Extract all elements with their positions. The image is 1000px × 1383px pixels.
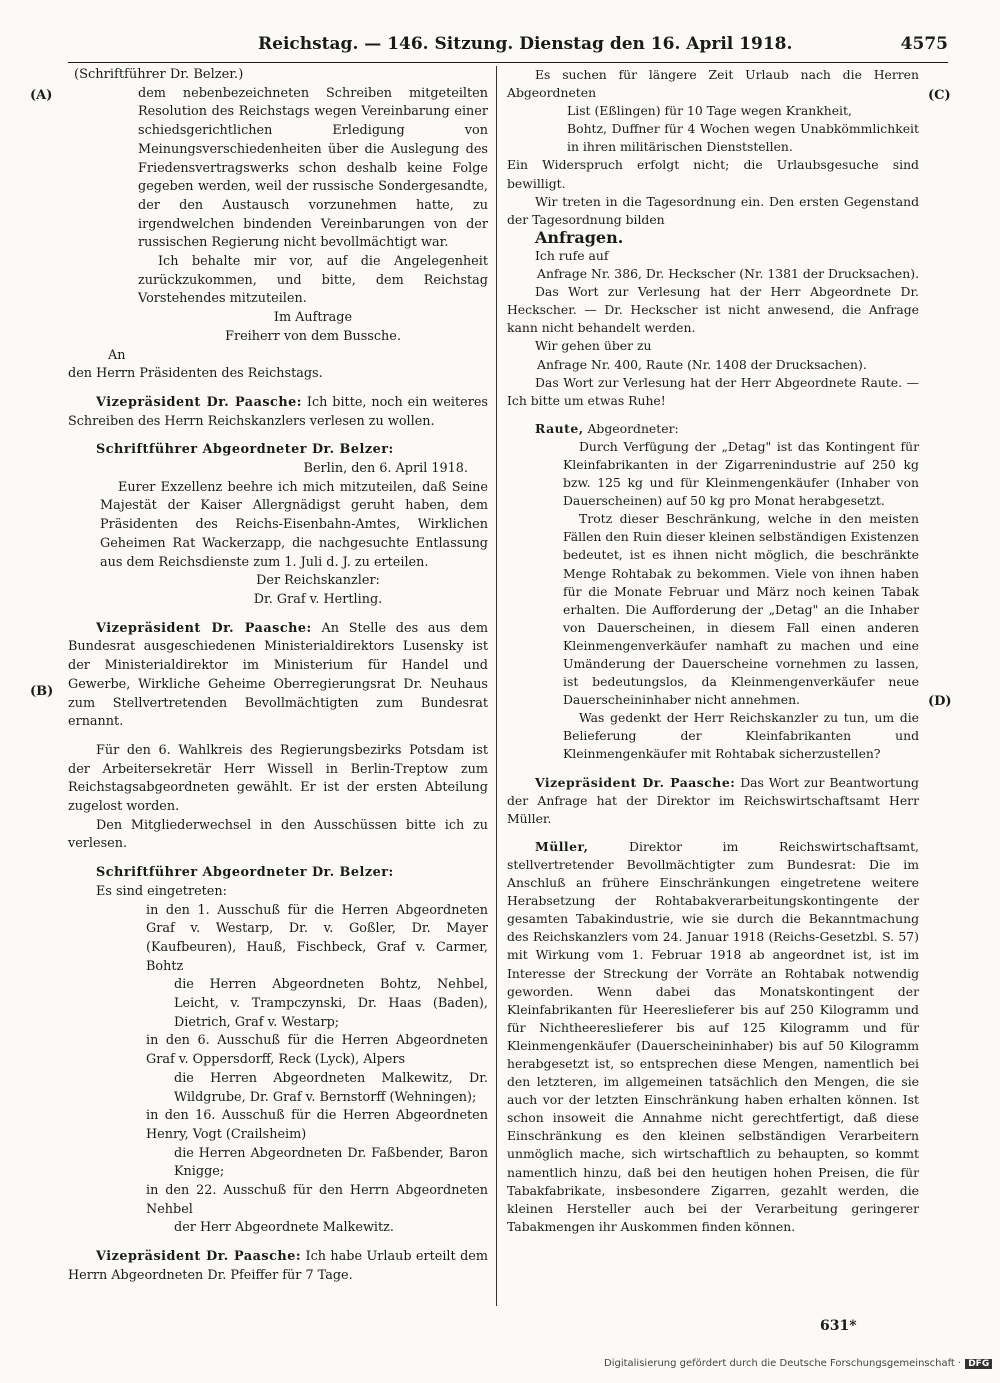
- signature-line: Im Auftrage: [273, 310, 353, 326]
- inquiry-reference: Anfrage Nr. 386, Dr. Heckscher (Nr. 1381 der Drucksachen).: [537, 266, 920, 282]
- speech-text: An Stelle des aus dem Bundesrat ausgeschiedenen Ministerialdirektors Lusensky ist der Ministerialdirektor im Ministerium für Handel und Gewerbe, Wirkliche Geheime Oberregierungsrat Dr. Neuhaus zum Stellvertretenden Bevollmächtigten zum Bundesrat ernannt.: [68, 620, 488, 730]
- leave-entry: List (Eßlingen) für 10 Tage wegen Krankheit,: [567, 103, 852, 119]
- section-heading: Anfragen.: [535, 227, 624, 247]
- speech: [507, 774, 919, 828]
- speech: [507, 838, 919, 1236]
- signature-line: Der Reichskanzler:: [256, 573, 380, 589]
- speaker-name: Vizepräsident Dr. Paasche:: [96, 1249, 302, 1265]
- speech-text: Das Wort zur Beantwortung der Anfrage hat der Direktor im Reichswirtschaftsamt Herr Müller.: [507, 774, 919, 826]
- paragraph: Ein Widerspruch erfolgt nicht; die Urlaubsgesuche sind bewilligt.: [507, 157, 919, 191]
- address-line: den Herrn Präsidenten des Reichstags.: [68, 366, 323, 382]
- speech: [68, 394, 488, 431]
- speech: [507, 420, 919, 438]
- dfg-logo-icon: DFG: [965, 1359, 992, 1369]
- margin-marker-a: (A): [30, 88, 53, 103]
- right-column: [507, 66, 919, 1236]
- header-rule: [68, 62, 948, 63]
- leave-entry: Bohtz, Duffner für 4 Wochen wegen Unabkömmlichkeit in ihren militärischen Dienststellen.: [567, 121, 919, 155]
- page-number: 4575: [900, 34, 948, 54]
- letter-body: Eurer Exzellenz beehre ich mich mitzuteilen, daß Seine Majestät der Kaiser Allergnädigst geruht haben, dem Präsidenten des Reichs-Eisenbahn-Amtes, Wirklichen Geheimen Rat Wackerzapp, die nachgesuchte Entlassung aus dem Reichsdienste zum 1. Juli d. J. zu erteilen.: [100, 479, 488, 570]
- list-intro: Es sind eingetreten:: [96, 883, 227, 899]
- speaker-name: Vizepräsident Dr. Paasche:: [96, 620, 312, 636]
- signature-line: Dr. Graf v. Hertling.: [253, 591, 383, 607]
- margin-marker-b: (B): [30, 684, 54, 699]
- speech: [68, 620, 488, 732]
- running-title: Reichstag. — 146. Sitzung. Dienstag den 16. April 1918.: [258, 34, 793, 54]
- paragraph: Den Mitgliederwechsel in den Ausschüssen bitte ich zu verlesen.: [68, 817, 488, 852]
- paragraph: Das Wort zur Verlesung hat der Herr Abgeordnete Dr. Heckscher. — Dr. Heckscher ist nicht anwesend, die Anfrage kann nicht behandelt werden.: [507, 284, 919, 336]
- left-column: [68, 66, 488, 1286]
- paragraph: dem nebenbezeichneten Schreiben mitgeteilten Resolution des Reichstags wegen Vereinbarung einer schiedsgerichtlichen Erledigung von Meinungsverschiedenheiten über die Auslegung des Friedensvertragswerks schon deshalb keine Folge gegeben werden, weil der russische Sondergesandte, der den Austausch vorzunehmen hatte, zu irgendwelchen bindenden Vereinbarungen von der russischen Regierung nicht bevollmächtigt war.: [138, 85, 488, 251]
- inquiry-text: Was gedenkt der Herr Reichskanzler zu tun, um die Belieferung der Kleinfabrikanten und Kleinmengenkäufer mit Rohtabak sicherzustellen?: [563, 710, 919, 762]
- speaker-note: (Schriftführer Dr. Belzer.): [74, 67, 244, 82]
- list-item: in den 1. Ausschuß für die Herren Abgeordneten Graf v. Westarp, Dr. v. Goßler, Dr. Mayer (Kaufbeuren), Hauß, Fischbeck, Graf v. Carmer, Bohtz: [146, 902, 488, 974]
- speaker-heading: Schriftführer Abgeordneter Dr. Belzer:: [96, 442, 394, 458]
- credit-text: Digitalisierung gefördert durch die Deutsche Forschungsgemeinschaft ·: [604, 1358, 962, 1369]
- paragraph: Ich rufe auf: [535, 247, 609, 263]
- speech-text: Direktor im Reichswirtschaftsamt, stellvertretender Bevollmächtigter zum Bundesrat: Die im Anschluß an frühere Einschränkungen eingetretene weitere Herabsetzung der Rohtabakverarbeitungskontingente der gesamten Tabakindustrie, wie sie durch die Bekanntmachung des Reichskanzlers vom 24. Januar 1918 (Reichs-Gesetzbl. S. 57) mit Wirkung vom 1. Februar 1918 ab angeordnet ist, ist im Interesse der Streckung der Vorräte an Rohtabak notwendig geworden. Wenn dabei das Monatskontingent der Kleinfabrikanten für Heereslieferer bis auf 250 Kilogramm und für Nichtheereslieferer bis auf 125 Kilogramm und für Kleinmengenkäufer (Dauerscheininhaber) bis auf 50 Kilogramm herabgesetzt ist, so entsprechen diese Mengen, namentlich bei den letzteren, im allgemeinen tatsächlich den Mengen, die sie auch vor der letzten Einschränkung haben erhalten können. Ist schon insoweit die Annahme nicht gerechtfertigt, daß diese Einschränkung es den kleinen selbständigen Verarbeitern unmöglich mache, sich wirtschaftlich zu behaupten, so kommt namentlich hinzu, daß bei den heutigen hohen Preisen, die für Tabakfabrikate, insbesondere Zigarren, gezahlt werden, die kleinen Hersteller auch bei der Verarbeitung geringerer Tabakmengen ihr Auskommen finden können.: [507, 838, 919, 1234]
- paragraph: Für den 6. Wahlkreis des Regierungsbezirks Potsdam ist der Arbeitersekretär Herr Wissell in Berlin-Treptow zum Reichstagsabgeordneten gewählt. Er ist der ersten Abteilung zugelost worden.: [68, 742, 488, 815]
- speaker-role: Abgeordneter:: [583, 420, 679, 436]
- page-header: [258, 34, 948, 60]
- list-item: die Herren Abgeordneten Dr. Faßbender, Baron Knigge;: [174, 1145, 488, 1180]
- speaker-name: Vizepräsident Dr. Paasche:: [535, 774, 736, 790]
- paragraph: Wir treten in die Tagesordnung ein. Den ersten Gegenstand der Tagesordnung bilden: [507, 193, 919, 227]
- column-divider: [496, 66, 497, 1306]
- paragraph: Wir gehen über zu: [535, 338, 652, 354]
- speech: [68, 1248, 488, 1285]
- letter-date: Berlin, den 6. April 1918.: [303, 461, 468, 477]
- margin-marker-d: (D): [928, 694, 952, 709]
- address-line: An: [108, 347, 126, 363]
- list-item: in den 6. Ausschuß für die Herren Abgeordneten Graf v. Oppersdorff, Reck (Lyck), Alpers: [146, 1033, 488, 1068]
- list-item: in den 16. Ausschuß für die Herren Abgeordneten Henry, Vogt (Crailsheim): [146, 1108, 488, 1142]
- list-item: der Herr Abgeordnete Malkewitz.: [174, 1220, 394, 1236]
- speaker-name: Raute,: [535, 420, 584, 436]
- margin-marker-c: (C): [928, 88, 951, 103]
- inquiry-reference: Anfrage Nr. 400, Raute (Nr. 1408 der Drucksachen).: [537, 356, 867, 372]
- speaker-name: Müller,: [535, 838, 589, 854]
- inquiry-text: Durch Verfügung der „Detag" ist das Kontingent für Kleinfabrikanten in der Zigarrenindustrie auf 250 kg bzw. 125 kg und für Kleinmengenkäufer (Inhaber von Dauerscheinen) auf 50 kg pro Monat herabgesetzt.: [563, 438, 919, 509]
- speaker-name: Vizepräsident Dr. Paasche:: [96, 394, 303, 410]
- inquiry-text: Trotz dieser Beschränkung, welche in den meisten Fällen den Ruin dieser kleinen selbständigen Existenzen bedeutet, ist es ihnen nicht möglich, die beschränkte Menge Rohtabak zu bekommen. Viele von ihnen haben für die Monate Februar und März noch keinen Tabak erhalten. Die Aufforderung der „Detag" an die Inhaber von Dauerscheinen, in diesem Fall einen anderen Kleinmengenverkäufer namhaft zu machen und eine Umänderung der Dauerscheine vornehmen zu lassen, ist bedeutungslos, da Kleinmengenverkäufer neue Dauerscheininhaber nicht annehmen.: [563, 511, 919, 708]
- speech-text: Ich habe Urlaub erteilt dem Herrn Abgeordneten Dr. Pfeiffer für 7 Tage.: [68, 1249, 488, 1283]
- digitization-credit: [604, 1358, 992, 1369]
- list-item: die Herren Abgeordneten Bohtz, Nehbel, Leicht, v. Trampczynski, Dr. Haas (Baden), Dietrich, Graf v. Westarp;: [174, 977, 488, 1030]
- paragraph: Ich behalte mir vor, auf die Angelegenheit zurückzukommen, und bitte, dem Reichstag Vorstehendes mitzuteilen.: [138, 254, 488, 307]
- paragraph: Das Wort zur Verlesung hat der Herr Abgeordnete Raute. — Ich bitte um etwas Ruhe!: [507, 374, 919, 408]
- signature-line: Freiherr von dem Bussche.: [225, 328, 401, 344]
- list-item: die Herren Abgeordneten Malkewitz, Dr. Wildgrube, Dr. Graf v. Bernstorff (Wehningen);: [174, 1070, 488, 1105]
- list-item: in den 22. Ausschuß für den Herrn Abgeordneten Nehbel: [146, 1183, 488, 1217]
- sheet-signature: 631*: [820, 1318, 857, 1334]
- speaker-heading: Schriftführer Abgeordneter Dr. Belzer:: [96, 865, 394, 881]
- paragraph: Es suchen für längere Zeit Urlaub nach die Herren Abgeordneten: [507, 67, 919, 101]
- speech-text: Ich bitte, noch ein weiteres Schreiben des Herrn Reichskanzlers verlesen zu wollen.: [68, 394, 488, 429]
